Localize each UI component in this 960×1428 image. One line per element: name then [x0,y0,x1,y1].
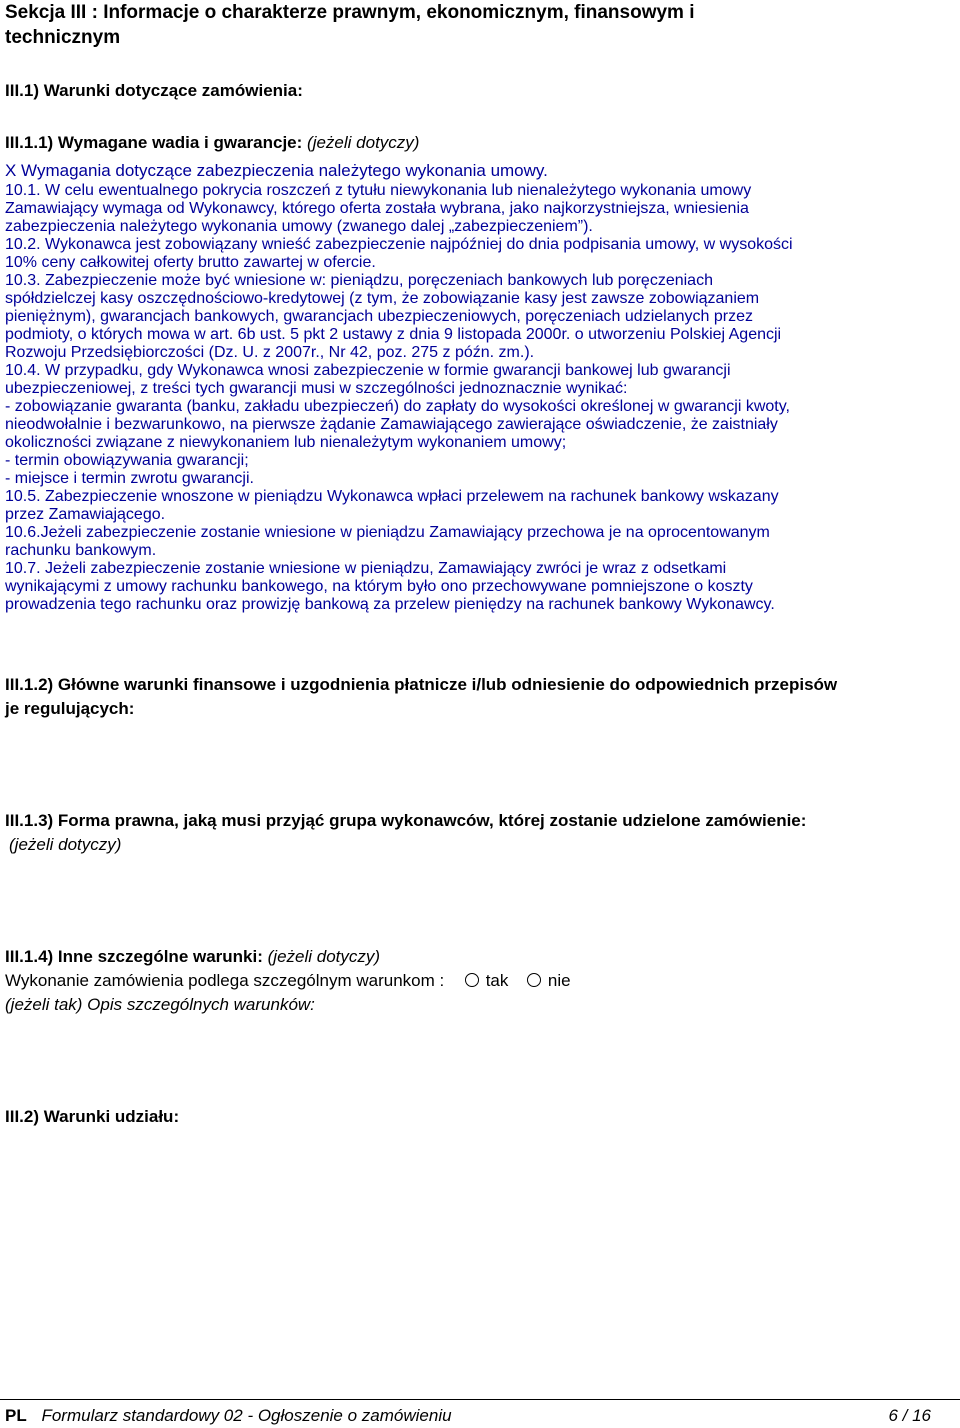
footer-page-number: 6 / 16 [888,1406,931,1425]
heading-iii-2-text: III.2) Warunki udziału: [5,1107,180,1126]
heading-iii-1-2 [5,673,955,721]
radio-yes[interactable] [465,973,479,987]
footer-form-name: Formularz standardowy 02 - Ogłoszenie o zamówieniu [41,1406,452,1425]
guarantee-terms [5,182,955,614]
terms-line: - zobowiązanie gwaranta (banku, zakładu ubezpieczeń) do zapłaty do wysokości określonej w gwarancji kwoty, [5,398,790,415]
terms-line: 10% ceny całkowitej oferty brutto zawartej w ofercie. [5,254,376,271]
heading-iii-1-4 [5,945,955,969]
section-title-line: technicznym [5,27,121,48]
terms-line: Zamawiający wymaga od Wykonawcy, którego oferta została wybrana, jako najkorzystniejsza, wniesienia [5,200,749,217]
terms-line: rachunku bankowym. [5,542,157,559]
terms-line: spółdzielczej kasy oszczędnościowo-kredytowej (z tym, że zobowiązanie kasy jest zawsze zobowiązaniem [5,290,760,307]
terms-line: zabezpieczenia należytego wykonania umowy (zwanego dalej „zabezpieczeniem”). [5,218,593,235]
terms-line: ubezpieczeniowej, z treści tych gwarancji musi w szczególności jednoznacznie wynikać: [5,380,628,397]
heading-iii-1-1 [5,131,955,155]
terms-line: podmioty, o których mowa w art. 6b ust. 5 pkt 2 ustawy z dnia 9 listopada 2000r. o utworzeniu Polskiej Agencji [5,326,782,343]
terms-line: pieniężnym), gwarancjach bankowych, gwarancjach ubezpieczeniowych, poręczeniach udzielanych przez [5,308,753,325]
terms-line: 10.5. Zabezpieczenie wnoszone w pieniądzu Wykonawca wpłaci przelewem na rachunek bankowy wskazany [5,488,779,505]
heading-iii-1-4-note: (jeżeli dotyczy) [267,947,381,966]
radio-no[interactable] [527,973,541,987]
heading-iii-1-4-text: III.1.4) Inne szczególne warunki: [5,947,263,966]
terms-line: prowadzenia tego rachunku oraz prowizję bankową za przelew pieniędzy na rachunek bankowy Wykonawcy. [5,596,775,613]
terms-line: 10.3. Zabezpieczenie może być wniesione w: pieniądzu, poręczeniach bankowych lub poręczeniach [5,272,713,289]
heading-iii-2 [5,1105,955,1129]
terms-line: 10.4. W przypadku, gdy Wykonawca wnosi zabezpieczenie w formie gwarancji bankowej lub gwarancji [5,362,731,379]
heading-iii-1-2-line: III.1.2) Główne warunki finansowe i uzgodnienia płatnicze i/lub odniesienie do odpowiednich przepisów [5,675,838,694]
section-title-line: Sekcja III : Informacje o charakterze prawnym, ekonomicznym, finansowym i [5,2,695,23]
heading-iii-1-1-note: (jeżeli dotyczy) [307,133,420,152]
terms-line: - termin obowiązywania gwarancji; [5,452,249,469]
terms-line: okoliczności związane z niewykonaniem lub nienależytym wykonaniem umowy; [5,434,567,451]
heading-iii-1-1-text: III.1.1) Wymagane wadia i gwarancje: [5,133,303,152]
terms-line: 10.7. Jeżeli zabezpieczenie zostanie wniesione w pieniądzu, Zamawiający zwróci je wraz z odsetkami [5,560,727,577]
footer-divider [0,1399,960,1400]
heading-iii-1-text: III.1) Warunki dotyczące zamówienia: [5,81,303,100]
heading-iii-1-3-note: (jeżeli dotyczy) [9,835,122,854]
radio-no-label: nie [547,971,571,990]
terms-line: 10.6.Jeżeli zabezpieczenie zostanie wniesione w pieniądzu Zamawiający przechowa je na oprocentowanym [5,524,770,541]
terms-line: przez Zamawiającego. [5,506,166,523]
terms-line: - miejsce i termin zwrotu gwarancji. [5,470,254,487]
terms-line: 10.2. Wykonawca jest zobowiązany wnieść zabezpieczenie najpóźniej do dnia podpisania umowy, w wysokości [5,236,793,253]
terms-line: 10.1. W celu ewentualnego pokrycia roszczeń z tytułu niewykonania lub nienależytego wykonania umowy [5,182,752,199]
special-conditions-question [5,970,955,992]
radio-yes-label: tak [485,971,509,990]
section-title [5,0,955,50]
terms-line: wynikającymi z umowy rachunku bankowego, na którym było ono przechowywane pomniejszone o koszty [5,578,753,595]
guarantee-requirement [5,160,955,182]
footer-language: PL [5,1406,27,1425]
heading-iii-1-3 [5,809,955,857]
special-conditions-description-text: (jeżeli tak) Opis szczególnych warunków: [5,995,315,1014]
heading-iii-1-2-line: je regulujących: [5,699,135,718]
heading-iii-1-3-text: III.1.3) Forma prawna, jaką musi przyjąć grupa wykonawców, której zostanie udzielone zamówienie: [5,811,807,830]
special-conditions-description-label [5,994,955,1016]
page-footer [5,1406,931,1426]
guarantee-requirement-text: X Wymagania dotyczące zabezpieczenia należytego wykonania umowy. [5,161,548,180]
special-conditions-question-text: Wykonanie zamówienia podlega szczególnym warunkom : [5,971,445,990]
heading-iii-1 [5,79,955,103]
terms-line: nieodwołalnie i bezwarunkowo, na pierwsze żądanie Zamawiającego zawierające oświadczenie, że zaistniały [5,416,778,433]
terms-line: Rozwoju Przedsiębiorczości (Dz. U. z 2007r., Nr 42, poz. 275 z późn. zm.). [5,344,535,361]
